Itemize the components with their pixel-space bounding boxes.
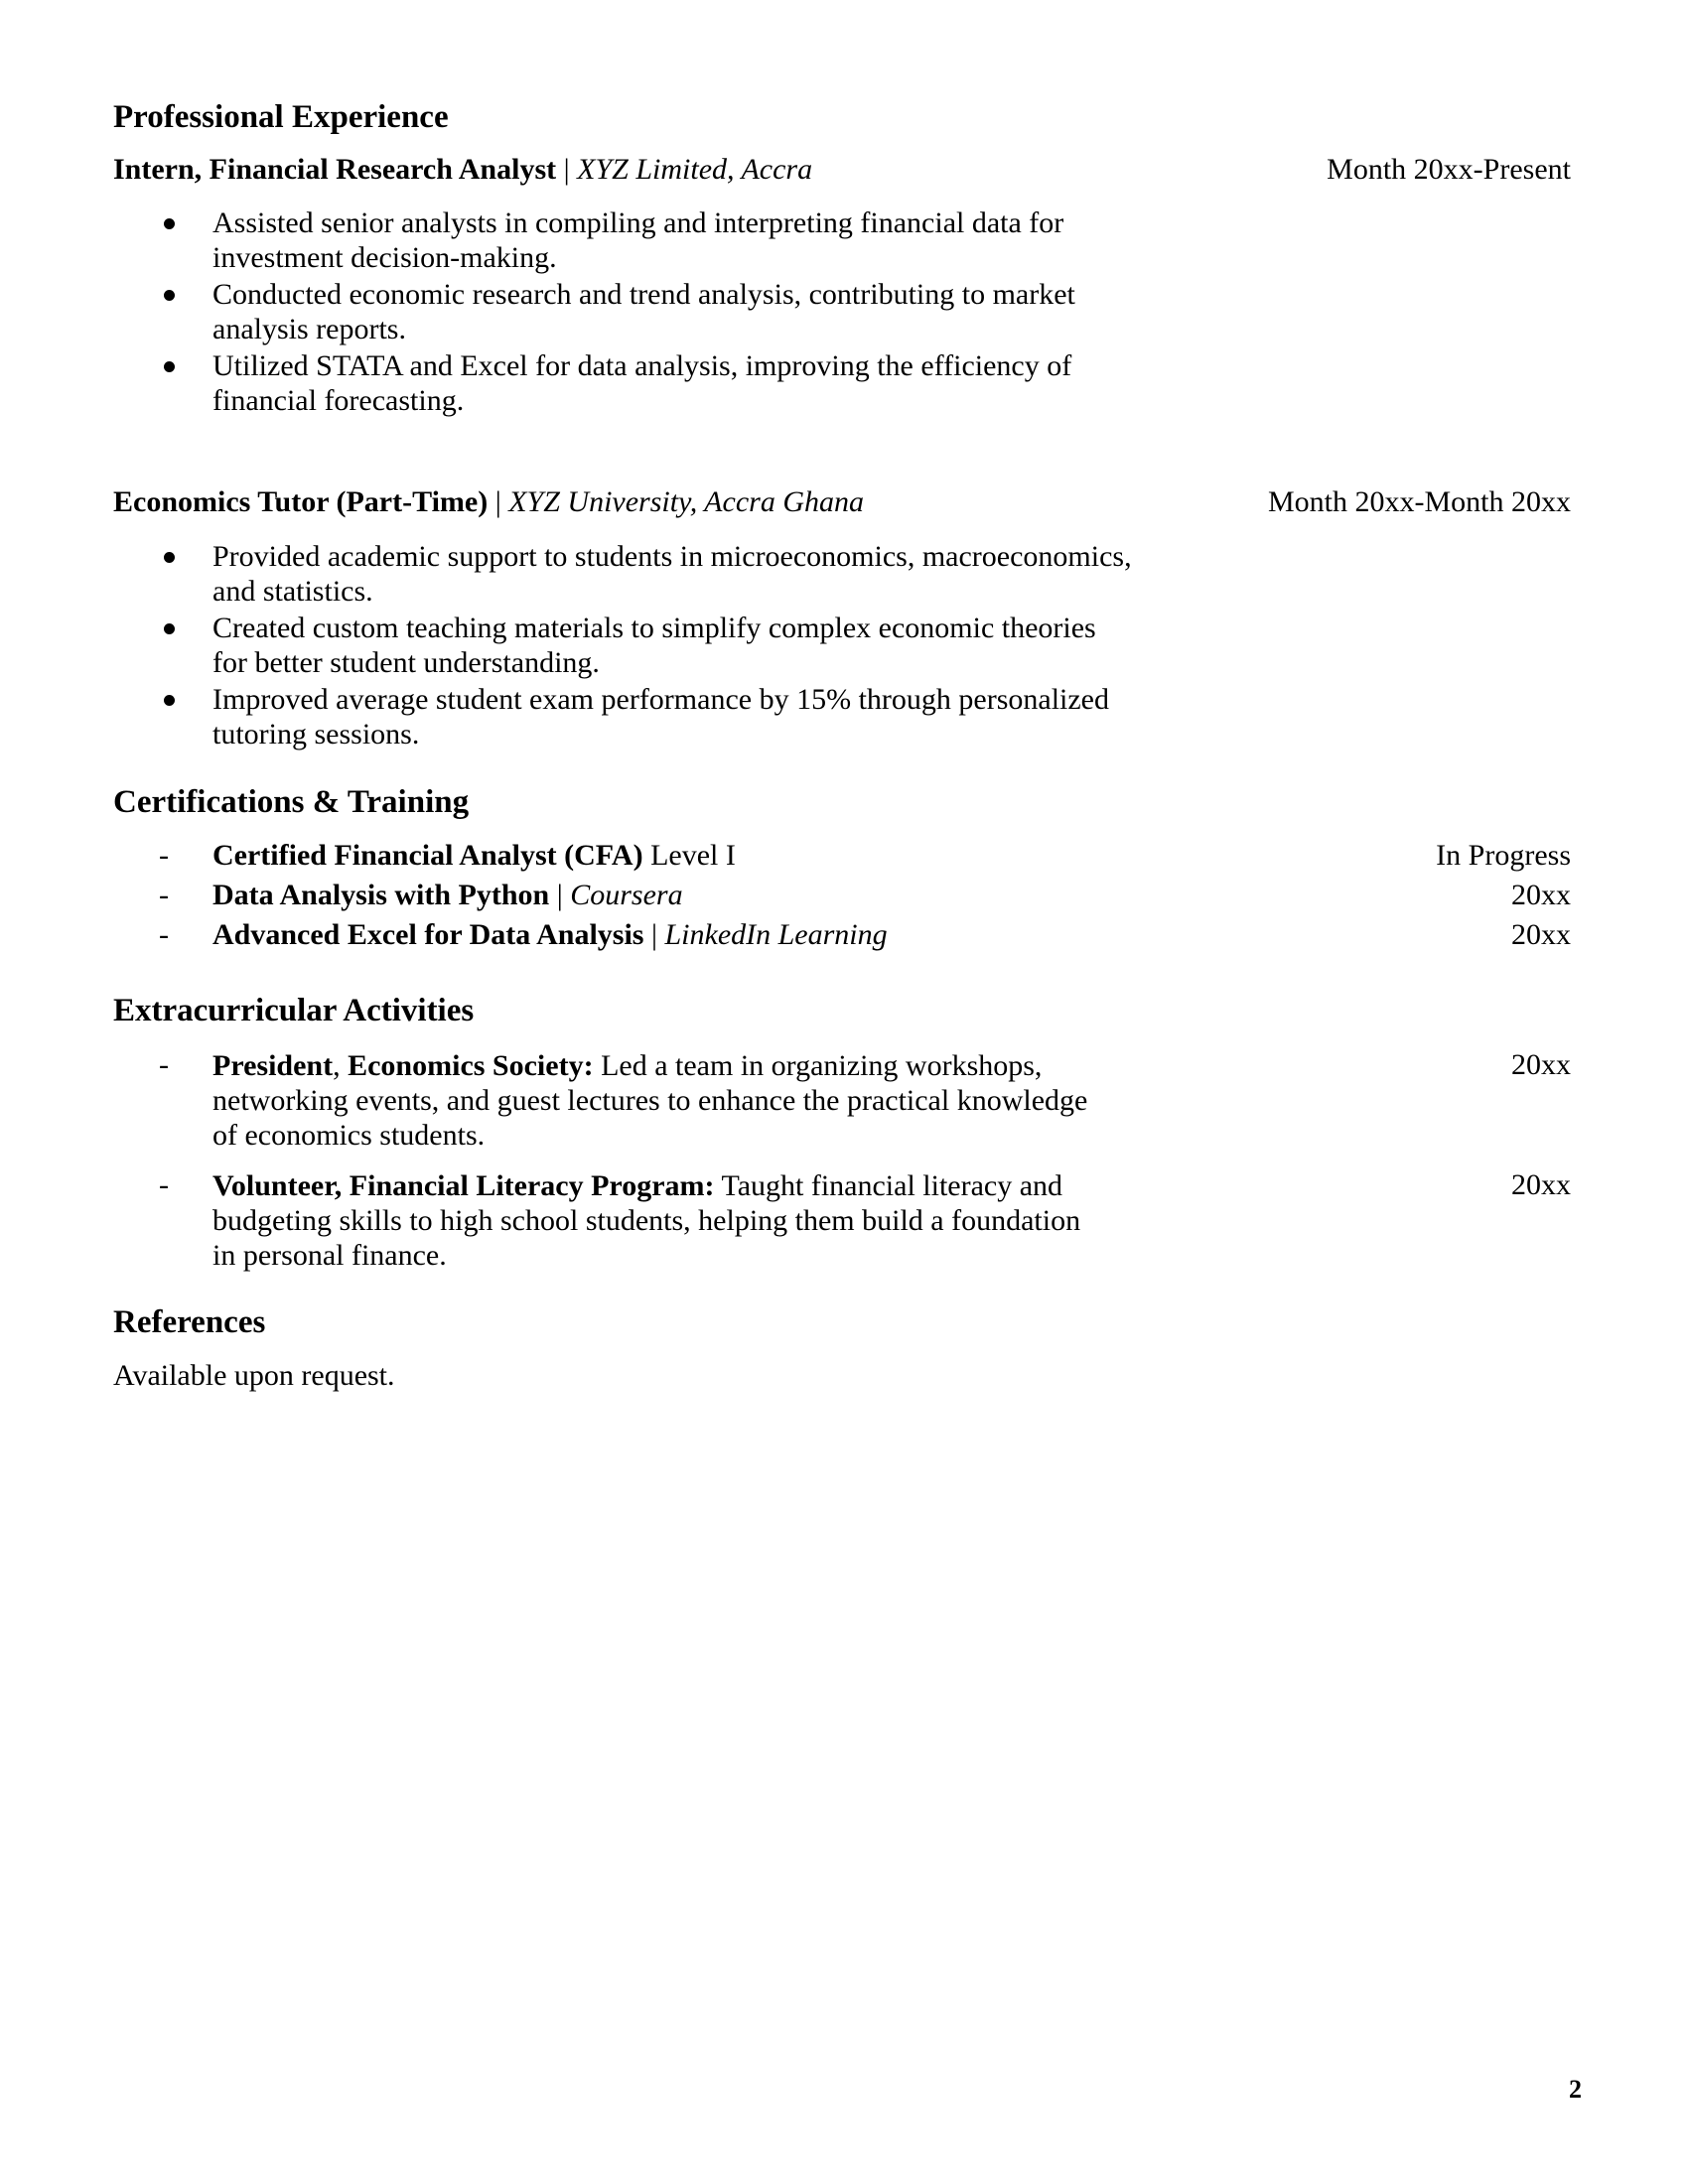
job-bullet: Utilized STATA and Excel for data analysis, improving the efficiency of financial forecasting. — [212, 349, 1072, 417]
job-dates: Month 20xx-Month 20xx — [1267, 485, 1571, 518]
bullet-icon — [164, 695, 175, 706]
bullet-icon — [164, 218, 175, 229]
job-dates: Month 20xx-Present — [1327, 153, 1571, 186]
activity-role: President — [212, 1049, 334, 1082]
bullet-icon — [164, 361, 175, 372]
cert-date: In Progress — [1436, 839, 1571, 872]
references-text: Available upon request. — [113, 1359, 395, 1392]
separator: | — [643, 918, 665, 951]
section-heading-certifications: Certifications & Training — [113, 784, 470, 820]
cert-name: Data Analysis with Python — [212, 879, 550, 911]
bullet-icon — [164, 552, 175, 563]
section-heading-extracurricular: Extracurricular Activities — [113, 993, 475, 1028]
bullet-icon — [164, 290, 175, 301]
cert-date: 20xx — [1511, 918, 1571, 951]
activity-item — [212, 1048, 1116, 1153]
section-heading-professional-experience: Professional Experience — [113, 99, 449, 135]
job-bullet: Assisted senior analysts in compiling and interpreting financial data for investment decision-making. — [212, 206, 1064, 274]
dash-marker: - — [159, 1168, 169, 1201]
cert-item — [212, 839, 736, 873]
job-bullet: Improved average student exam performance by 15% through personalized tutoring sessions. — [212, 683, 1109, 751]
activity-role: Volunteer, Financial Literacy Program: — [212, 1169, 715, 1202]
activity-text: Taught financial literacy and budgeting skills to high school students, helping them build a foundation in personal finance. — [212, 1169, 1081, 1272]
job-title: Economics Tutor (Part-Time) — [113, 485, 489, 518]
dash-marker: - — [159, 879, 169, 911]
dash-marker: - — [159, 839, 169, 872]
activity-item — [212, 1168, 1106, 1273]
comma: , — [333, 1049, 349, 1082]
cert-item — [212, 918, 888, 952]
activity-text: Led a team in organizing workshops, networking events, and guest lectures to enhance the practical knowledge of economics students. — [212, 1049, 1088, 1152]
job-org: XYZ Limited, Accra — [577, 153, 813, 186]
activity-date: 20xx — [1511, 1048, 1571, 1081]
separator: | — [556, 153, 578, 186]
separator: | — [488, 485, 509, 518]
cert-name: Certified Financial Analyst (CFA) — [212, 839, 643, 872]
job-header — [113, 153, 812, 187]
dash-marker: - — [159, 918, 169, 951]
job-org: XYZ University, Accra Ghana — [508, 485, 864, 518]
job-bullet: Created custom teaching materials to simplify complex economic theories for better student understanding. — [212, 612, 1096, 679]
cert-name: Advanced Excel for Data Analysis — [212, 918, 644, 951]
bullet-icon — [164, 623, 175, 634]
job-header — [113, 485, 864, 519]
job-bullet: Provided academic support to students in microeconomics, macroeconomics, and statistics. — [212, 540, 1132, 608]
cert-item — [212, 879, 683, 912]
cert-provider: Coursera — [570, 879, 683, 911]
job-bullet: Conducted economic research and trend analysis, contributing to market analysis reports. — [212, 278, 1075, 345]
cert-provider: LinkedIn Learning — [664, 918, 888, 951]
separator: | — [549, 879, 571, 911]
cert-date: 20xx — [1511, 879, 1571, 911]
section-heading-references: References — [113, 1304, 266, 1340]
cert-level: Level I — [642, 839, 736, 872]
page-number: 2 — [1569, 2075, 1582, 2104]
job-title: Intern, Financial Research Analyst — [113, 153, 557, 186]
activity-org: Economics Society: — [348, 1049, 594, 1082]
dash-marker: - — [159, 1048, 169, 1081]
activity-date: 20xx — [1511, 1168, 1571, 1201]
